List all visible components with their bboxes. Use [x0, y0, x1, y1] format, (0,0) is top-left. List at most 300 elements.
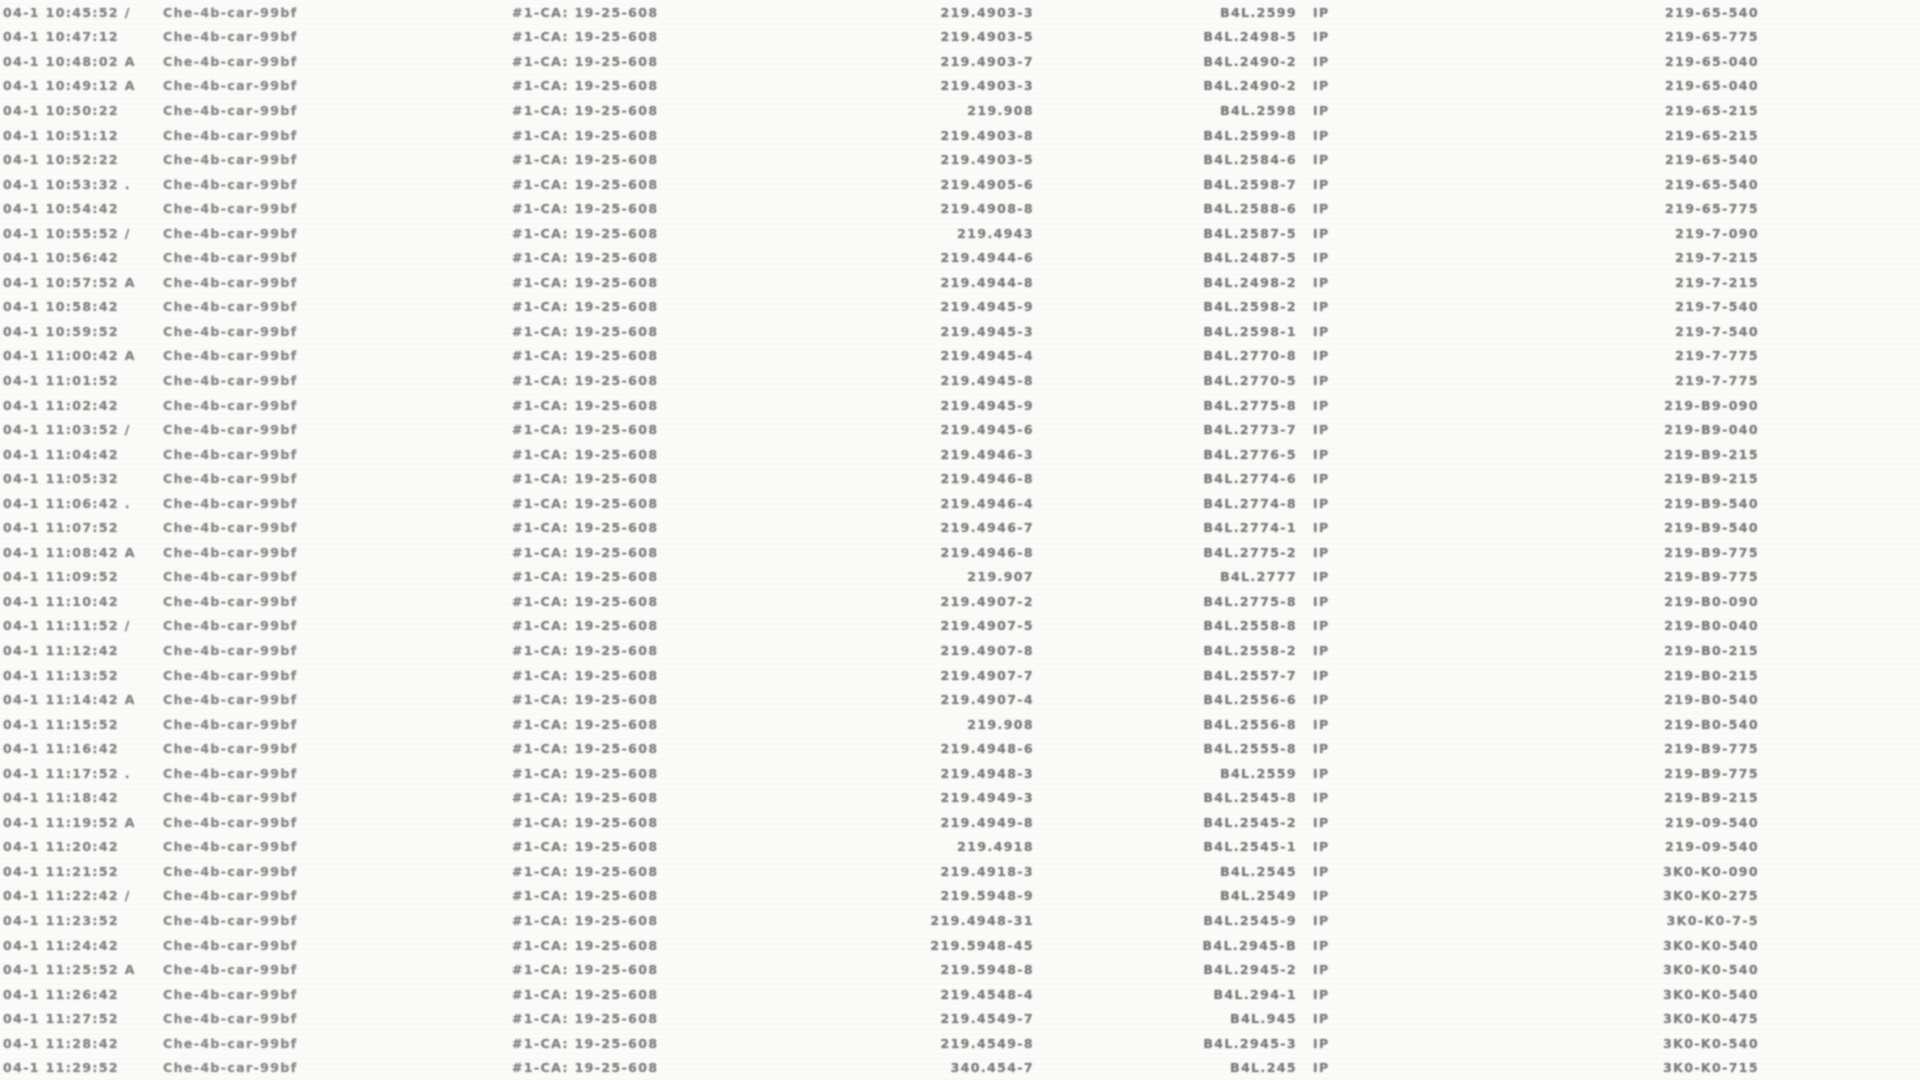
cell-reading-a: 219.4549-7 — [940, 1011, 1034, 1027]
cell-process-label: Che-4b-car-99bf — [163, 962, 298, 978]
cell-reading-b: B4L.2555-8 — [1203, 741, 1297, 757]
cell-process-label: Che-4b-car-99bf — [163, 839, 298, 855]
table-row[interactable] — [0, 196, 1920, 221]
cell-timestamp: 04-1 10:51:12 — [3, 127, 120, 143]
cell-reading-c: 3K0-K0-540 — [1663, 937, 1759, 953]
cell-process-label: Che-4b-car-99bf — [163, 348, 298, 364]
cell-unit-suffix: IP — [1313, 520, 1330, 536]
table-row[interactable] — [0, 344, 1920, 369]
cell-process-label: Che-4b-car-99bf — [163, 372, 298, 388]
cell-process-label: Che-4b-car-99bf — [163, 274, 298, 290]
cell-reading-c: 219-65-540 — [1665, 176, 1759, 192]
cell-reading-c: 219-65-775 — [1665, 29, 1759, 45]
cell-reading-c: 219-65-040 — [1665, 53, 1759, 69]
cell-reading-c: 3K0-K0-475 — [1663, 1011, 1759, 1027]
cell-reading-a: 219.4944-8 — [940, 274, 1034, 290]
cell-process-label: Che-4b-car-99bf — [163, 618, 298, 634]
cell-timestamp: 04-1 10:55:52 / — [3, 225, 131, 241]
cell-unit-suffix: IP — [1313, 667, 1330, 683]
cell-reading-b: B4L.2498-5 — [1203, 29, 1297, 45]
cell-timestamp: 04-1 10:45:52 / — [3, 4, 131, 20]
cell-process-label: Che-4b-car-99bf — [163, 1011, 298, 1027]
cell-reading-b: B4L.2549 — [1220, 888, 1297, 904]
cell-reading-c: 219-B9-540 — [1664, 495, 1759, 511]
cell-device-id: #1-CA: 19-25-608 — [512, 372, 659, 388]
cell-reading-c: 219-7-775 — [1675, 348, 1759, 364]
table-row[interactable] — [0, 859, 1920, 884]
cell-device-id: #1-CA: 19-25-608 — [512, 29, 659, 45]
cell-process-label: Che-4b-car-99bf — [163, 78, 298, 94]
table-row[interactable] — [0, 147, 1920, 172]
cell-unit-suffix: IP — [1313, 765, 1330, 781]
cell-device-id: #1-CA: 19-25-608 — [512, 1060, 659, 1076]
cell-reading-b: B4L.2498-2 — [1203, 274, 1297, 290]
cell-reading-a: 219.908 — [967, 716, 1034, 732]
table-row[interactable] — [0, 466, 1920, 491]
cell-timestamp: 04-1 10:56:42 — [3, 250, 120, 266]
cell-reading-b: B4L.2774-8 — [1203, 495, 1297, 511]
cell-unit-suffix: IP — [1313, 29, 1330, 45]
cell-reading-a: 219.4903-3 — [940, 4, 1034, 20]
cell-reading-a: 219.4946-8 — [940, 471, 1034, 487]
cell-device-id: #1-CA: 19-25-608 — [512, 250, 659, 266]
cell-timestamp: 04-1 11:04:42 — [3, 446, 120, 462]
cell-process-label: Che-4b-car-99bf — [163, 102, 298, 118]
cell-unit-suffix: IP — [1313, 471, 1330, 487]
cell-reading-a: 219.4946-7 — [940, 520, 1034, 536]
cell-reading-b: B4L.2775-2 — [1203, 544, 1297, 560]
cell-timestamp: 04-1 10:47:12 — [3, 29, 120, 45]
cell-reading-a: 219.4946-8 — [940, 544, 1034, 560]
cell-unit-suffix: IP — [1313, 176, 1330, 192]
cell-process-label: Che-4b-car-99bf — [163, 446, 298, 462]
table-row[interactable] — [0, 295, 1920, 320]
cell-process-label: Che-4b-car-99bf — [163, 520, 298, 536]
cell-unit-suffix: IP — [1313, 495, 1330, 511]
table-row[interactable] — [0, 835, 1920, 860]
cell-device-id: #1-CA: 19-25-608 — [512, 495, 659, 511]
table-row[interactable] — [0, 957, 1920, 982]
cell-device-id: #1-CA: 19-25-608 — [512, 814, 659, 830]
cell-reading-a: 219.4903-5 — [940, 29, 1034, 45]
table-row[interactable] — [0, 319, 1920, 344]
cell-reading-c: 219-7-540 — [1675, 299, 1759, 315]
cell-process-label: Che-4b-car-99bf — [163, 471, 298, 487]
cell-reading-a: 219.4918 — [957, 839, 1034, 855]
cell-reading-c: 219-B9-775 — [1664, 765, 1759, 781]
cell-reading-c: 219-B9-215 — [1664, 790, 1759, 806]
cell-device-id: #1-CA: 19-25-608 — [512, 102, 659, 118]
table-row[interactable] — [0, 589, 1920, 614]
cell-reading-c: 219-7-775 — [1675, 372, 1759, 388]
cell-unit-suffix: IP — [1313, 201, 1330, 217]
cell-unit-suffix: IP — [1313, 372, 1330, 388]
cell-timestamp: 04-1 11:29:52 — [3, 1060, 120, 1076]
cell-device-id: #1-CA: 19-25-608 — [512, 863, 659, 879]
table-row[interactable] — [0, 245, 1920, 270]
cell-timestamp: 04-1 10:54:42 — [3, 201, 120, 217]
cell-unit-suffix: IP — [1313, 1035, 1330, 1051]
table-row[interactable] — [0, 761, 1920, 786]
cell-device-id: #1-CA: 19-25-608 — [512, 520, 659, 536]
table-row[interactable] — [0, 614, 1920, 639]
cell-reading-a: 219.4907-2 — [940, 593, 1034, 609]
cell-reading-c: 219-B9-040 — [1664, 422, 1759, 438]
table-row[interactable] — [0, 417, 1920, 442]
cell-timestamp: 04-1 11:26:42 — [3, 986, 120, 1002]
cell-unit-suffix: IP — [1313, 569, 1330, 585]
cell-process-label: Che-4b-car-99bf — [163, 1060, 298, 1076]
cell-reading-c: 219-7-540 — [1675, 323, 1759, 339]
cell-reading-b: B4L.2770-8 — [1203, 348, 1297, 364]
table-row[interactable] — [0, 221, 1920, 246]
cell-unit-suffix: IP — [1313, 839, 1330, 855]
cell-device-id: #1-CA: 19-25-608 — [512, 201, 659, 217]
cell-reading-b: B4L.2774-6 — [1203, 471, 1297, 487]
cell-unit-suffix: IP — [1313, 274, 1330, 290]
cell-reading-a: 219.4949-8 — [940, 814, 1034, 830]
cell-device-id: #1-CA: 19-25-608 — [512, 618, 659, 634]
cell-unit-suffix: IP — [1313, 397, 1330, 413]
cell-device-id: #1-CA: 19-25-608 — [512, 1011, 659, 1027]
cell-unit-suffix: IP — [1313, 323, 1330, 339]
cell-reading-a: 219.4948-3 — [940, 765, 1034, 781]
table-row[interactable] — [0, 982, 1920, 1007]
cell-reading-b: B4L.2775-8 — [1203, 593, 1297, 609]
cell-timestamp: 04-1 11:24:42 — [3, 937, 120, 953]
cell-reading-b: B4L.945 — [1230, 1011, 1297, 1027]
cell-reading-b: B4L.245 — [1230, 1060, 1297, 1076]
cell-reading-b: B4L.2558-8 — [1203, 618, 1297, 634]
cell-process-label: Che-4b-car-99bf — [163, 593, 298, 609]
cell-process-label: Che-4b-car-99bf — [163, 765, 298, 781]
cell-process-label: Che-4b-car-99bf — [163, 397, 298, 413]
cell-device-id: #1-CA: 19-25-608 — [512, 397, 659, 413]
cell-timestamp: 04-1 11:16:42 — [3, 741, 120, 757]
cell-timestamp: 04-1 10:48:02 A — [3, 53, 136, 69]
cell-device-id: #1-CA: 19-25-608 — [512, 716, 659, 732]
cell-reading-c: 219-B0-040 — [1664, 618, 1759, 634]
cell-device-id: #1-CA: 19-25-608 — [512, 446, 659, 462]
cell-process-label: Che-4b-car-99bf — [163, 790, 298, 806]
cell-timestamp: 04-1 11:23:52 — [3, 913, 120, 928]
cell-process-label: Che-4b-car-99bf — [163, 152, 298, 168]
cell-process-label: Che-4b-car-99bf — [163, 250, 298, 266]
cell-reading-a: 219.4903-8 — [940, 127, 1034, 143]
cell-reading-b: B4L.2558-2 — [1203, 642, 1297, 658]
cell-reading-b: B4L.2773-7 — [1203, 422, 1297, 438]
table-row[interactable] — [0, 1056, 1920, 1080]
table-row[interactable] — [0, 810, 1920, 835]
cell-device-id: #1-CA: 19-25-608 — [512, 78, 659, 94]
table-row[interactable] — [0, 663, 1920, 688]
cell-reading-a: 340.454-7 — [950, 1060, 1034, 1076]
cell-reading-b: B4L.2490-2 — [1203, 78, 1297, 94]
cell-unit-suffix: IP — [1313, 299, 1330, 315]
cell-reading-b: B4L.2777 — [1220, 569, 1297, 585]
cell-reading-a: 219.4945-4 — [940, 348, 1034, 364]
cell-unit-suffix: IP — [1313, 913, 1330, 928]
cell-unit-suffix: IP — [1313, 692, 1330, 708]
cell-reading-a: 219.4903-5 — [940, 152, 1034, 168]
cell-unit-suffix: IP — [1313, 53, 1330, 69]
cell-reading-c: 3K0-K0-540 — [1663, 1035, 1759, 1051]
cell-reading-c: 219-65-540 — [1665, 4, 1759, 20]
cell-unit-suffix: IP — [1313, 152, 1330, 168]
cell-process-label: Che-4b-car-99bf — [163, 225, 298, 241]
cell-device-id: #1-CA: 19-25-608 — [512, 692, 659, 708]
cell-reading-c: 219-09-540 — [1665, 839, 1759, 855]
cell-device-id: #1-CA: 19-25-608 — [512, 299, 659, 315]
cell-reading-a: 219.4945-6 — [940, 422, 1034, 438]
cell-timestamp: 04-1 11:18:42 — [3, 790, 120, 806]
cell-reading-a: 219.4945-9 — [940, 397, 1034, 413]
cell-device-id: #1-CA: 19-25-608 — [512, 274, 659, 290]
cell-process-label: Che-4b-car-99bf — [163, 544, 298, 560]
table-row[interactable] — [0, 0, 1920, 25]
cell-reading-b: B4L.2545-8 — [1203, 790, 1297, 806]
cell-process-label: Che-4b-car-99bf — [163, 569, 298, 585]
cell-unit-suffix: IP — [1313, 250, 1330, 266]
cell-reading-b: B4L.2487-5 — [1203, 250, 1297, 266]
cell-process-label: Che-4b-car-99bf — [163, 937, 298, 953]
cell-process-label: Che-4b-car-99bf — [163, 495, 298, 511]
cell-reading-c: 219-65-040 — [1665, 78, 1759, 94]
cell-reading-b: B4L.2588-6 — [1203, 201, 1297, 217]
cell-reading-a: 219.4945-3 — [940, 323, 1034, 339]
cell-reading-a: 219.4945-9 — [940, 299, 1034, 315]
cell-reading-b: B4L.2587-5 — [1203, 225, 1297, 241]
cell-reading-b: B4L.2545 — [1220, 863, 1297, 879]
cell-timestamp: 04-1 11:08:42 A — [3, 544, 136, 560]
cell-reading-a: 219.5948-45 — [930, 937, 1034, 953]
cell-reading-c: 219-7-215 — [1675, 274, 1759, 290]
cell-unit-suffix: IP — [1313, 618, 1330, 634]
cell-reading-b: B4L.2774-1 — [1203, 520, 1297, 536]
cell-reading-b: B4L.2557-7 — [1203, 667, 1297, 683]
cell-unit-suffix: IP — [1313, 986, 1330, 1002]
cell-reading-a: 219.4903-3 — [940, 78, 1034, 94]
cell-timestamp: 04-1 11:15:52 — [3, 716, 120, 732]
cell-timestamp: 04-1 11:10:42 — [3, 593, 120, 609]
cell-reading-c: 219-B9-540 — [1664, 520, 1759, 536]
table-row[interactable] — [0, 172, 1920, 197]
cell-process-label: Che-4b-car-99bf — [163, 176, 298, 192]
cell-timestamp: 04-1 10:50:22 — [3, 102, 120, 118]
cell-timestamp: 04-1 10:49:12 A — [3, 78, 136, 94]
cell-reading-a: 219.4918-3 — [940, 863, 1034, 879]
cell-process-label: Che-4b-car-99bf — [163, 741, 298, 757]
cell-timestamp: 04-1 11:14:42 A — [3, 692, 136, 708]
cell-reading-c: 219-65-215 — [1665, 102, 1759, 118]
cell-unit-suffix: IP — [1313, 863, 1330, 879]
cell-device-id: #1-CA: 19-25-608 — [512, 962, 659, 978]
cell-reading-a: 219.4908-8 — [940, 201, 1034, 217]
cell-unit-suffix: IP — [1313, 888, 1330, 904]
cell-reading-b: B4L.2490-2 — [1203, 53, 1297, 69]
cell-reading-b: B4L.2598-1 — [1203, 323, 1297, 339]
table-row[interactable] — [0, 442, 1920, 467]
cell-timestamp: 04-1 11:01:52 — [3, 372, 120, 388]
cell-reading-a: 219.4945-8 — [940, 372, 1034, 388]
table-row[interactable] — [0, 270, 1920, 295]
cell-process-label: Che-4b-car-99bf — [163, 814, 298, 830]
cell-reading-b: B4L.2945-2 — [1203, 962, 1297, 978]
cell-reading-b: B4L.2945-3 — [1203, 1035, 1297, 1051]
cell-timestamp: 04-1 10:58:42 — [3, 299, 120, 315]
cell-timestamp: 04-1 10:59:52 — [3, 323, 120, 339]
cell-reading-a: 219.4946-4 — [940, 495, 1034, 511]
cell-timestamp: 04-1 10:57:52 A — [3, 274, 136, 290]
cell-reading-a: 219.4948-31 — [930, 913, 1034, 928]
cell-reading-b: B4L.2556-6 — [1203, 692, 1297, 708]
cell-timestamp: 04-1 11:13:52 — [3, 667, 120, 683]
cell-unit-suffix: IP — [1313, 1060, 1330, 1076]
table-row[interactable] — [0, 540, 1920, 565]
cell-device-id: #1-CA: 19-25-608 — [512, 667, 659, 683]
cell-timestamp: 04-1 11:05:32 — [3, 471, 120, 487]
cell-device-id: #1-CA: 19-25-608 — [512, 4, 659, 20]
cell-timestamp: 04-1 11:19:52 A — [3, 814, 136, 830]
cell-device-id: #1-CA: 19-25-608 — [512, 225, 659, 241]
table-row[interactable] — [0, 908, 1920, 933]
cell-device-id: #1-CA: 19-25-608 — [512, 642, 659, 658]
cell-reading-c: 3K0-K0-275 — [1663, 888, 1759, 904]
cell-timestamp: 04-1 11:11:52 / — [3, 618, 131, 634]
cell-reading-b: B4L.2556-8 — [1203, 716, 1297, 732]
cell-timestamp: 04-1 11:28:42 — [3, 1035, 120, 1051]
cell-reading-b: B4L.2775-8 — [1203, 397, 1297, 413]
cell-process-label: Che-4b-car-99bf — [163, 986, 298, 1002]
table-row[interactable] — [0, 74, 1920, 99]
table-row[interactable] — [0, 786, 1920, 811]
cell-timestamp: 04-1 11:06:42 . — [3, 495, 131, 511]
table-row[interactable] — [0, 49, 1920, 74]
table-row[interactable] — [0, 712, 1920, 737]
cell-reading-b: B4L.2945-B — [1202, 937, 1297, 953]
table-row[interactable] — [0, 123, 1920, 148]
cell-device-id: #1-CA: 19-25-608 — [512, 888, 659, 904]
cell-reading-c: 219-65-775 — [1665, 201, 1759, 217]
cell-reading-b: B4L.294-1 — [1213, 986, 1297, 1002]
cell-reading-c: 219-B9-215 — [1664, 471, 1759, 487]
cell-device-id: #1-CA: 19-25-608 — [512, 127, 659, 143]
cell-reading-c: 3K0-K0-090 — [1663, 863, 1759, 879]
table-row[interactable] — [0, 933, 1920, 958]
cell-timestamp: 04-1 11:27:52 — [3, 1011, 120, 1027]
cell-reading-c: 3K0-K0-540 — [1663, 962, 1759, 978]
cell-reading-c: 219-B9-215 — [1664, 446, 1759, 462]
cell-unit-suffix: IP — [1313, 544, 1330, 560]
table-row[interactable] — [0, 368, 1920, 393]
table-row[interactable] — [0, 25, 1920, 50]
cell-unit-suffix: IP — [1313, 127, 1330, 143]
cell-device-id: #1-CA: 19-25-608 — [512, 986, 659, 1002]
cell-reading-c: 219-65-540 — [1665, 152, 1759, 168]
cell-reading-b: B4L.2599 — [1220, 4, 1297, 20]
cell-process-label: Che-4b-car-99bf — [163, 422, 298, 438]
cell-reading-a: 219.4944-6 — [940, 250, 1034, 266]
cell-reading-c: 219-B0-090 — [1664, 593, 1759, 609]
cell-unit-suffix: IP — [1313, 790, 1330, 806]
cell-timestamp: 04-1 11:22:42 / — [3, 888, 131, 904]
cell-process-label: Che-4b-car-99bf — [163, 863, 298, 879]
cell-reading-a: 219.4946-3 — [940, 446, 1034, 462]
cell-process-label: Che-4b-car-99bf — [163, 53, 298, 69]
cell-reading-c: 219-B9-775 — [1664, 741, 1759, 757]
cell-device-id: #1-CA: 19-25-608 — [512, 839, 659, 855]
cell-reading-a: 219.4907-7 — [940, 667, 1034, 683]
cell-process-label: Che-4b-car-99bf — [163, 716, 298, 732]
cell-unit-suffix: IP — [1313, 814, 1330, 830]
cell-reading-a: 219.4907-8 — [940, 642, 1034, 658]
cell-process-label: Che-4b-car-99bf — [163, 299, 298, 315]
table-row[interactable] — [0, 736, 1920, 761]
cell-reading-a: 219.5948-8 — [940, 962, 1034, 978]
cell-reading-a: 219.907 — [967, 569, 1034, 585]
cell-reading-a: 219.4548-4 — [940, 986, 1034, 1002]
cell-reading-b: B4L.2545-1 — [1203, 839, 1297, 855]
cell-unit-suffix: IP — [1313, 937, 1330, 953]
cell-timestamp: 04-1 11:12:42 — [3, 642, 120, 658]
table-row[interactable] — [0, 98, 1920, 123]
cell-reading-c: 219-7-215 — [1675, 250, 1759, 266]
cell-reading-a: 219.908 — [967, 102, 1034, 118]
table-row[interactable] — [0, 393, 1920, 418]
cell-unit-suffix: IP — [1313, 348, 1330, 364]
table-row[interactable] — [0, 1031, 1920, 1056]
cell-device-id: #1-CA: 19-25-608 — [512, 937, 659, 953]
cell-reading-b: B4L.2770-5 — [1203, 372, 1297, 388]
cell-reading-c: 219-B0-540 — [1664, 716, 1759, 732]
cell-device-id: #1-CA: 19-25-608 — [512, 544, 659, 560]
cell-timestamp: 04-1 11:09:52 — [3, 569, 120, 585]
cell-reading-a: 219.4943 — [957, 225, 1034, 241]
cell-unit-suffix: IP — [1313, 593, 1330, 609]
cell-reading-a: 219.4907-4 — [940, 692, 1034, 708]
table-row[interactable] — [0, 1006, 1920, 1031]
cell-device-id: #1-CA: 19-25-608 — [512, 53, 659, 69]
cell-reading-c: 219-B0-215 — [1664, 667, 1759, 683]
table-row[interactable] — [0, 884, 1920, 909]
cell-process-label: Che-4b-car-99bf — [163, 323, 298, 339]
cell-unit-suffix: IP — [1313, 741, 1330, 757]
cell-reading-c: 3K0-K0-715 — [1663, 1060, 1759, 1076]
table-row[interactable] — [0, 565, 1920, 590]
cell-process-label: Che-4b-car-99bf — [163, 1035, 298, 1051]
cell-reading-c: 219-09-540 — [1665, 814, 1759, 830]
cell-reading-c: 219-B9-775 — [1664, 569, 1759, 585]
table-row[interactable] — [0, 638, 1920, 663]
cell-timestamp: 04-1 11:21:52 — [3, 863, 120, 879]
cell-reading-c: 3K0-K0-540 — [1663, 986, 1759, 1002]
table-row[interactable] — [0, 687, 1920, 712]
cell-reading-b: B4L.2545-2 — [1203, 814, 1297, 830]
cell-timestamp: 04-1 11:00:42 A — [3, 348, 136, 364]
cell-reading-a: 219.4903-7 — [940, 53, 1034, 69]
table-row[interactable] — [0, 515, 1920, 540]
cell-unit-suffix: IP — [1313, 102, 1330, 118]
cell-timestamp: 04-1 11:02:42 — [3, 397, 120, 413]
table-row[interactable] — [0, 491, 1920, 516]
cell-device-id: #1-CA: 19-25-608 — [512, 152, 659, 168]
cell-reading-b: B4L.2599-8 — [1203, 127, 1297, 143]
cell-device-id: #1-CA: 19-25-608 — [512, 471, 659, 487]
cell-process-label: Che-4b-car-99bf — [163, 667, 298, 683]
cell-device-id: #1-CA: 19-25-608 — [512, 569, 659, 585]
cell-reading-c: 219-7-090 — [1675, 225, 1759, 241]
cell-timestamp: 04-1 11:07:52 — [3, 520, 120, 536]
